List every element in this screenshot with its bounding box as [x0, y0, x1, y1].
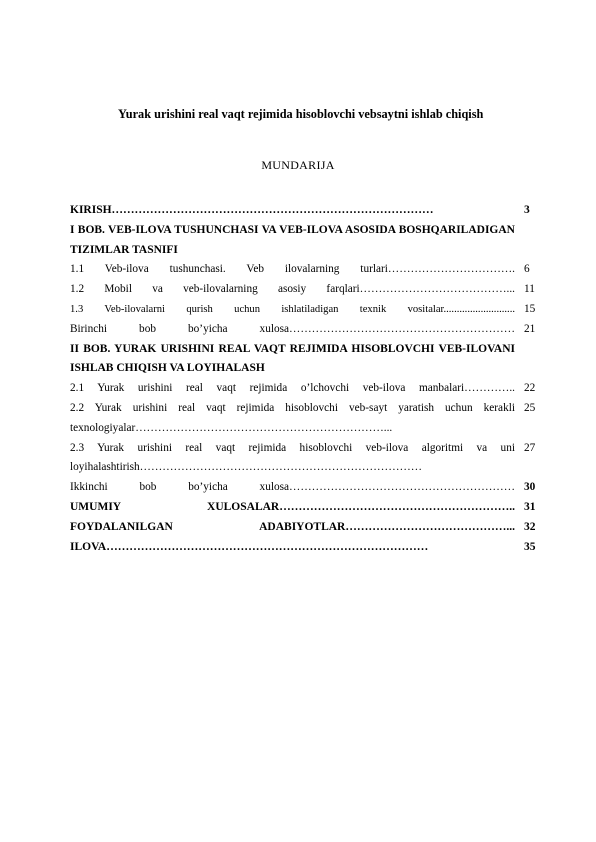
toc-heading: MUNDARIJA [261, 158, 335, 172]
toc-entry-summary-1 [70, 320, 544, 340]
toc-entry-text: 2.3 Yurak urishini real vaqt rejimida hisoblovchi veb-ilova algoritmi va uni loyihalashtirish………………………………………………………………… [70, 441, 515, 474]
toc-entry-1-1 [70, 260, 544, 280]
toc-entry-page: 35 [524, 540, 536, 553]
toc-entry-2-3 [70, 439, 544, 479]
toc-entry-text: Birinchi bob bo’yicha xulosa…………………………………………………… [70, 322, 515, 335]
toc-entry-kirish [70, 201, 544, 221]
toc-entry-text: UMUMIY XULOSALAR…………………………………………………….. [70, 500, 515, 513]
toc-entry-conclusions [70, 498, 544, 518]
toc-entry-page: 21 [524, 322, 536, 335]
toc-entry-page: 3 [524, 204, 530, 216]
toc-entry-page: 25 [524, 401, 536, 414]
toc-entry-page: 22 [524, 382, 536, 395]
toc-entry-text: 1.3 Veb-ilovalarni qurish uchun ishlatiladigan texnik vositalar........................... [70, 303, 515, 315]
toc-entry-page: 31 [524, 500, 536, 513]
toc-entry-text: II BOB. YURAK URISHINI REAL VAQT REJIMIDA HISOBLOVCHI VEB-ILOVANI ISHLAB CHIQISH VA LOYIHALASH [70, 342, 515, 375]
toc-entry-chapter-1 [70, 221, 544, 261]
toc-entry-1-2 [70, 280, 544, 300]
toc-entry-1-3 [70, 300, 544, 320]
toc-entry-2-2 [70, 399, 544, 439]
toc-entry-summary-2 [70, 478, 544, 498]
toc-entry-references [70, 518, 544, 538]
toc-entry-text: 2.2 Yurak urishini real vaqt rejimida hisoblovchi veb-sayt yaratish uchun kerakli texnologiyalar…………………………………………………………... [70, 401, 515, 434]
toc-entry-page: 6 [524, 263, 530, 276]
page-title: Yurak urishini real vaqt rejimida hisoblovchi vebsaytni ishlab chiqish [118, 107, 484, 121]
toc-entry-chapter-2 [70, 340, 544, 380]
toc-entry-appendix [70, 538, 544, 558]
toc-entry-2-1 [70, 379, 544, 399]
toc-entry-text: Ikkinchi bob bo’yicha xulosa…………………………………………………… [70, 481, 515, 494]
toc-entry-text: FOYDALANILGAN ADABIYOTLAR……………………………………... [70, 520, 515, 533]
toc-entry-text: ILOVA………………………………………………………………………… [70, 540, 429, 553]
toc-entry-page: 15 [524, 302, 536, 315]
toc-entry-text: 1.2 Mobil va veb-ilovalarning asosiy farqlari…………………………………... [70, 283, 515, 296]
table-of-contents [70, 201, 544, 557]
toc-entry-text: 2.1 Yurak urishini real vaqt rejimida o’lchovchi veb-ilova manbalari………….. [70, 382, 515, 395]
toc-entry-page: 27 [524, 441, 536, 454]
toc-entry-page: 32 [524, 520, 536, 533]
toc-entry-text: KIRISH………………………………………………………………………… [70, 204, 434, 216]
toc-entry-page: 30 [524, 481, 536, 494]
toc-entry-text: 1.1 Veb-ilova tushunchasi. Veb ilovalarning turlari……………………………. [70, 263, 515, 276]
toc-entry-text: I BOB. VEB-ILOVA TUSHUNCHASI VA VEB-ILOVA ASOSIDA BOSHQARILADIGAN TIZIMLAR TASNIFI [70, 223, 515, 256]
toc-entry-page: 11 [524, 283, 535, 296]
